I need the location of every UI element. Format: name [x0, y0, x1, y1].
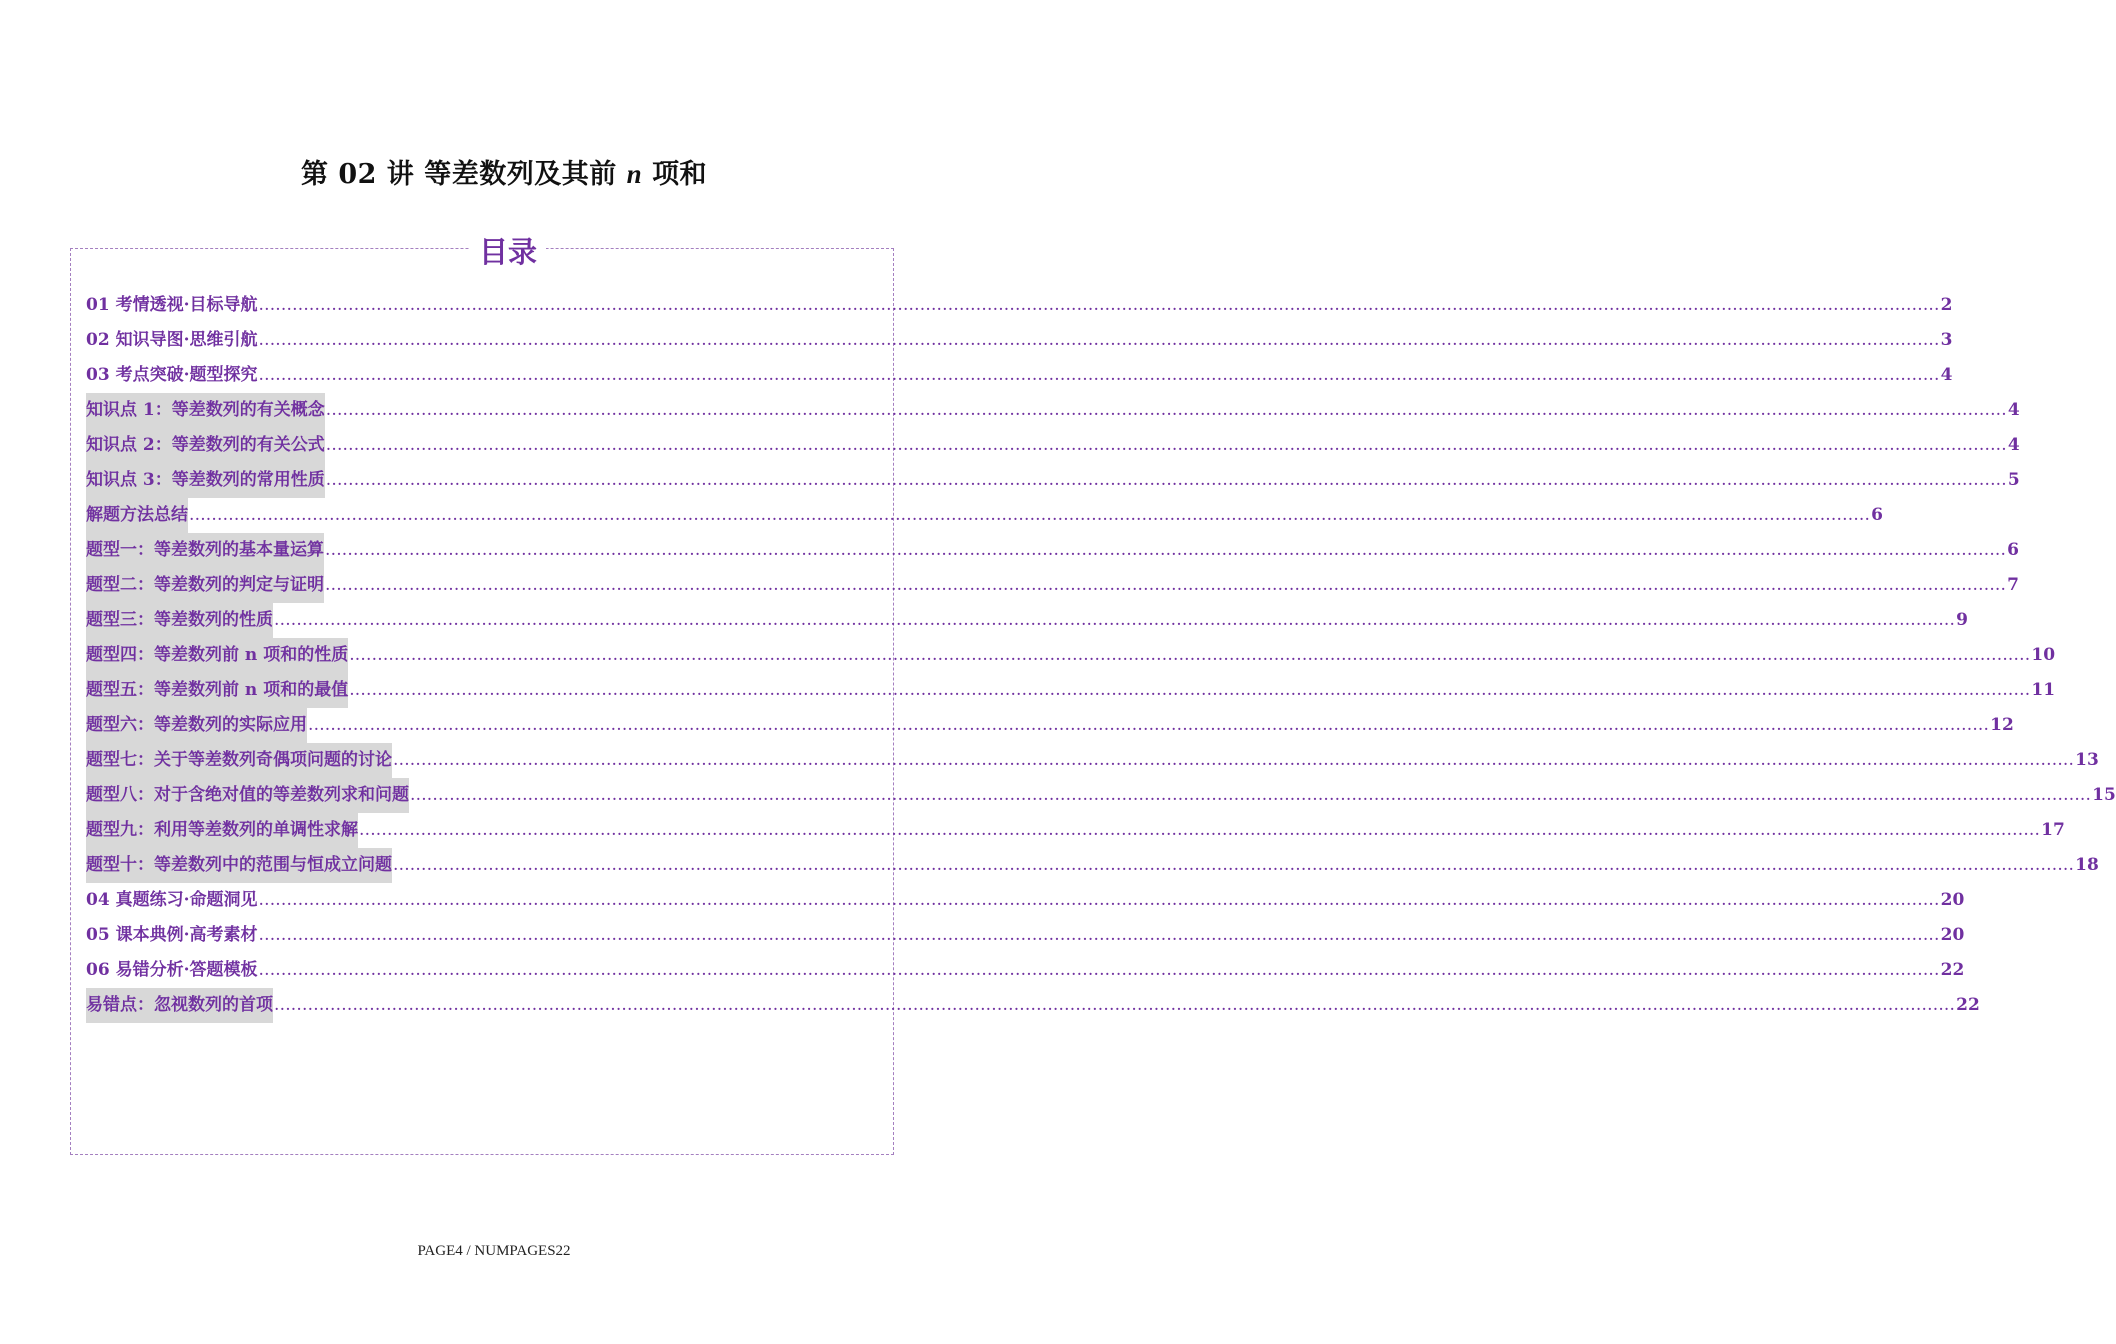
- toc-heading: 目录: [470, 232, 546, 272]
- toc-entry-page: 22: [1956, 995, 1980, 1015]
- toc-entry-label: 题型八：对于含绝对值的等差数列求和问题: [86, 778, 409, 813]
- toc-entry-label: 题型七：关于等差数列奇偶项问题的讨论: [86, 743, 392, 778]
- toc-leader-dots: ............................................................................................................................................................................................................................................................................................................: [325, 400, 2007, 420]
- toc-leader-dots: ............................................................................................................................................................................................................................................................................................................: [393, 750, 2075, 770]
- toc-entry[interactable]: [86, 988, 1980, 1023]
- toc-entry-page: 4: [1940, 365, 1953, 385]
- toc-entry-page: 17: [2041, 820, 2065, 840]
- toc-entry[interactable]: [86, 953, 1965, 988]
- title-suffix: 项和: [652, 159, 708, 190]
- toc-entry-label: 易错点：忽视数列的首项: [86, 988, 273, 1023]
- toc-leader-dots: ............................................................................................................................................................................................................................................................................................................: [258, 365, 1940, 385]
- toc-leader-dots: ............................................................................................................................................................................................................................................................................................................: [274, 995, 1956, 1015]
- toc-entry-label: 01 考情透视·目标导航: [86, 295, 258, 315]
- toc-entry-page: 3: [1940, 330, 1953, 350]
- toc-entry[interactable]: [86, 463, 2020, 498]
- toc-leader-dots: ............................................................................................................................................................................................................................................................................................................: [189, 505, 1871, 525]
- toc-entry[interactable]: [86, 813, 2065, 848]
- toc-leader-dots: ............................................................................................................................................................................................................................................................................................................: [325, 435, 2007, 455]
- toc-entry-label: 题型四：等差数列前 n 项和的性质: [86, 638, 348, 673]
- toc-entry-label: 04 真题练习·命题洞见: [86, 890, 258, 910]
- toc-entry[interactable]: [86, 883, 1965, 918]
- toc-entry-label: 题型五：等差数列前 n 项和的最值: [86, 673, 348, 708]
- toc-entry-label: 题型十：等差数列中的范围与恒成立问题: [86, 848, 392, 883]
- toc-entry-label: 知识点 2：等差数列的有关公式: [86, 428, 325, 463]
- toc-leader-dots: ............................................................................................................................................................................................................................................................................................................: [274, 610, 1956, 630]
- title-prefix: 第 02 讲 等差数列及其前: [300, 159, 617, 190]
- toc-leader-dots: ............................................................................................................................................................................................................................................................................................................: [349, 680, 2031, 700]
- toc-leader-dots: ............................................................................................................................................................................................................................................................................................................: [308, 715, 1990, 735]
- toc-leader-dots: ............................................................................................................................................................................................................................................................................................................: [393, 855, 2075, 875]
- toc-entry-page: 6: [2007, 540, 2019, 560]
- toc-entry[interactable]: [86, 428, 2020, 463]
- toc-entry[interactable]: [86, 323, 1953, 358]
- toc-entry[interactable]: [86, 918, 1965, 953]
- toc-entry-page: 12: [1990, 715, 2014, 735]
- toc-entry-page: 20: [1940, 890, 1965, 910]
- toc-entry-page: 15: [2092, 785, 2116, 805]
- toc-entry-page: 4: [2007, 400, 2020, 420]
- toc-entry[interactable]: [86, 568, 2019, 603]
- toc-entry-label: 03 考点突破·题型探究: [86, 365, 258, 385]
- toc-entry-page: 11: [2031, 680, 2056, 700]
- toc-entry-page: 20: [1940, 925, 1965, 945]
- toc-leader-dots: ............................................................................................................................................................................................................................................................................................................: [359, 820, 2041, 840]
- toc-entry[interactable]: [86, 673, 2056, 708]
- toc-leader-dots: ............................................................................................................................................................................................................................................................................................................: [258, 890, 1940, 910]
- toc-entry-label: 知识点 3：等差数列的常用性质: [86, 463, 325, 498]
- toc-leader-dots: ............................................................................................................................................................................................................................................................................................................: [258, 925, 1940, 945]
- toc-entry[interactable]: [86, 393, 2020, 428]
- toc-entry[interactable]: [86, 708, 2014, 743]
- toc-leader-dots: ............................................................................................................................................................................................................................................................................................................: [349, 645, 2031, 665]
- toc-entry[interactable]: [86, 603, 1968, 638]
- page-title: [0, 152, 1008, 191]
- toc-entry-page: 5: [2007, 470, 2020, 490]
- toc-entry-page: 4: [2007, 435, 2020, 455]
- toc-entry[interactable]: [86, 743, 2099, 778]
- toc-leader-dots: ............................................................................................................................................................................................................................................................................................................: [258, 295, 1940, 315]
- toc-entry-page: 6: [1871, 505, 1883, 525]
- toc-leader-dots: ............................................................................................................................................................................................................................................................................................................: [325, 540, 2007, 560]
- title-variable: n: [626, 159, 643, 189]
- toc-entry-page: 9: [1956, 610, 1968, 630]
- toc-entry-label: 题型一：等差数列的基本量运算: [86, 533, 324, 568]
- toc-entry-page: 7: [2007, 575, 2019, 595]
- toc-entry[interactable]: [86, 533, 2019, 568]
- toc-entry-label: 题型六：等差数列的实际应用: [86, 708, 307, 743]
- toc-entry-label: 02 知识导图·思维引航: [86, 330, 258, 350]
- page-footer: PAGE4 / NUMPAGES22: [417, 1243, 571, 1259]
- toc-entry-page: 13: [2075, 750, 2099, 770]
- toc-entry-label: 解题方法总结: [86, 498, 188, 533]
- toc-entry[interactable]: [86, 848, 2099, 883]
- toc-entry[interactable]: [86, 358, 1953, 393]
- toc-entry[interactable]: [86, 288, 1953, 323]
- toc-entry-page: 2: [1940, 295, 1953, 315]
- toc-entry-label: 06 易错分析·答题模板: [86, 960, 258, 980]
- toc-entry-label: 知识点 1：等差数列的有关概念: [86, 393, 325, 428]
- toc-entry-label: 题型二：等差数列的判定与证明: [86, 568, 324, 603]
- toc-entry-label: 题型三：等差数列的性质: [86, 603, 273, 638]
- toc-leader-dots: ............................................................................................................................................................................................................................................................................................................: [258, 330, 1940, 350]
- toc-list: [86, 288, 2116, 1023]
- toc-entry[interactable]: [86, 778, 2116, 813]
- toc-entry[interactable]: [86, 498, 1883, 533]
- toc-leader-dots: ............................................................................................................................................................................................................................................................................................................: [325, 575, 2007, 595]
- toc-entry-page: 22: [1940, 960, 1965, 980]
- toc-leader-dots: ............................................................................................................................................................................................................................................................................................................: [325, 470, 2007, 490]
- toc-entry-label: 题型九：利用等差数列的单调性求解: [86, 813, 358, 848]
- toc-entry-page: 10: [2031, 645, 2056, 665]
- toc-leader-dots: ............................................................................................................................................................................................................................................................................................................: [258, 960, 1940, 980]
- toc-entry-page: 18: [2075, 855, 2099, 875]
- toc-entry[interactable]: [86, 638, 2056, 673]
- toc-entry-label: 05 课本典例·高考素材: [86, 925, 258, 945]
- toc-leader-dots: ............................................................................................................................................................................................................................................................................................................: [410, 785, 2092, 805]
